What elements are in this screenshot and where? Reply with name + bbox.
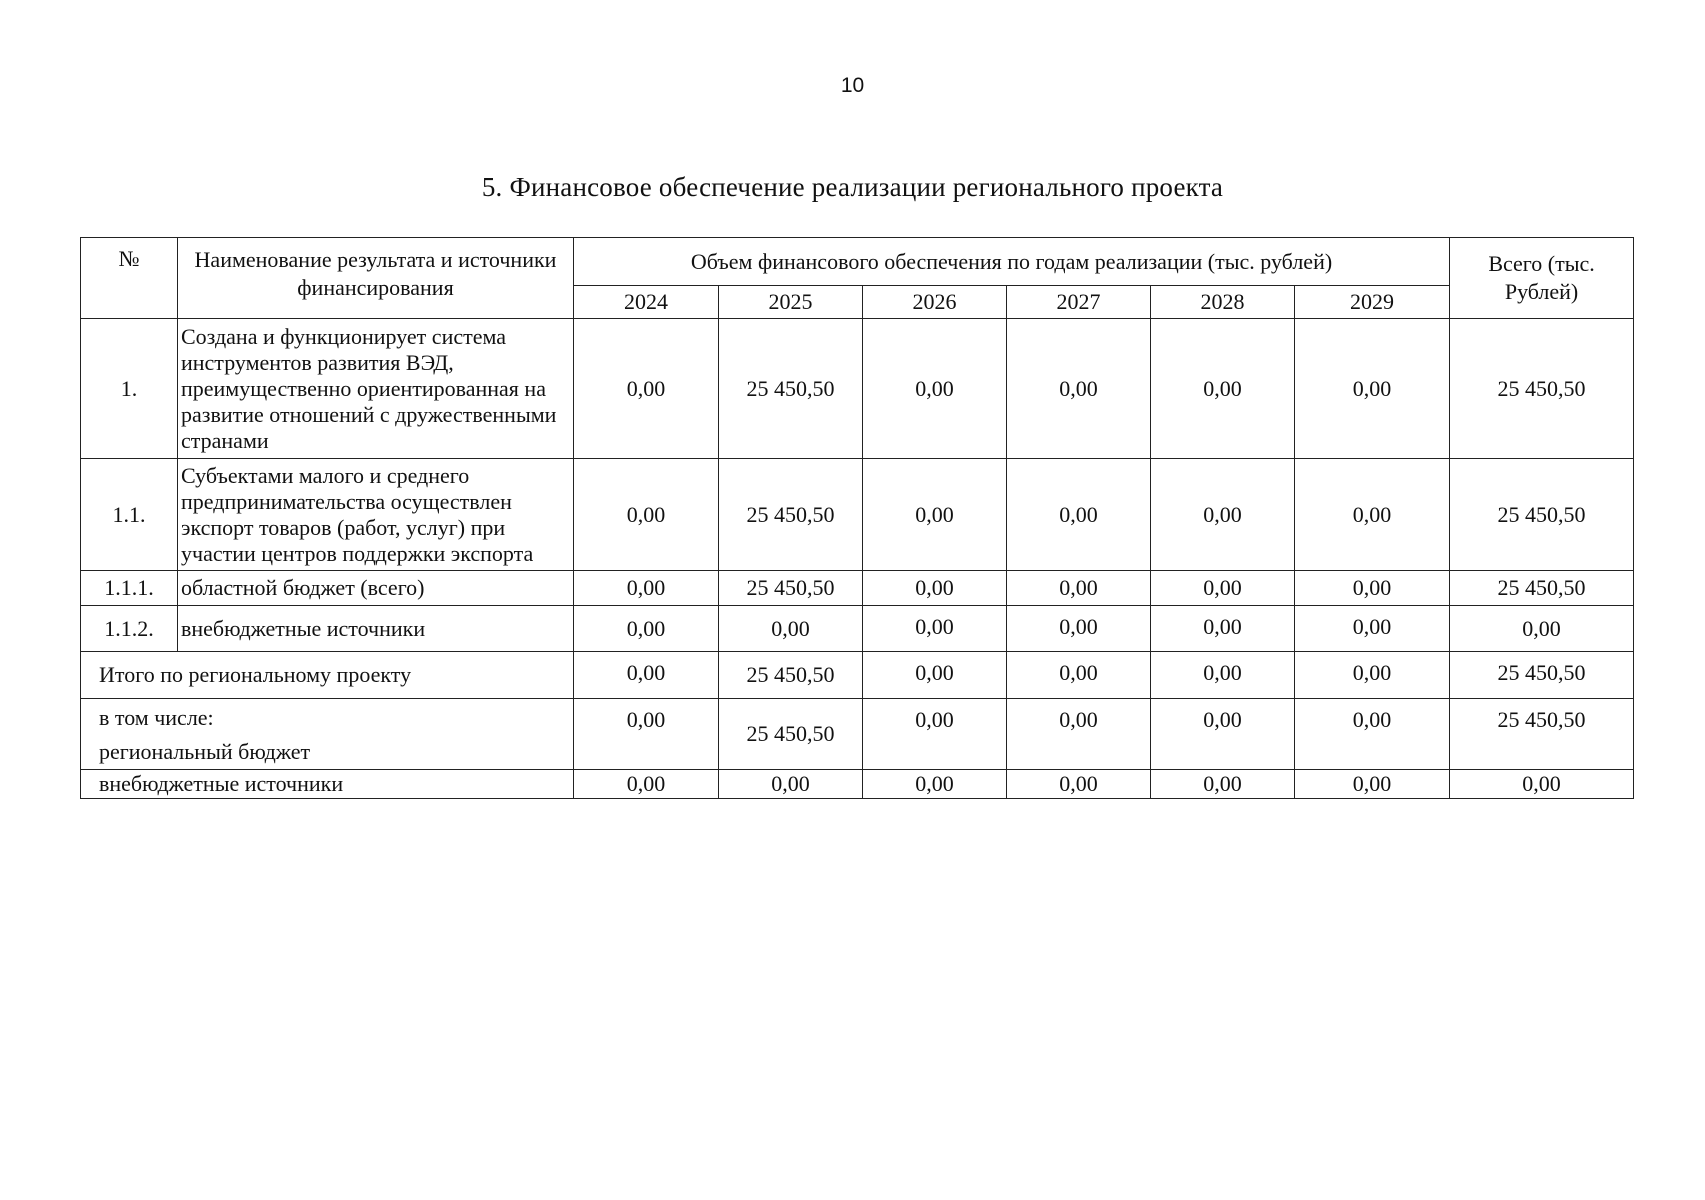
header-year: 2028 bbox=[1151, 286, 1295, 319]
summary-value: 0,00 bbox=[1007, 652, 1151, 699]
summary-label: внебюджетные источники bbox=[81, 770, 574, 799]
row-value: 0,00 bbox=[719, 606, 863, 652]
header-name: Наименование результата и источники финансирования bbox=[178, 238, 574, 319]
row-value: 0,00 bbox=[1295, 459, 1450, 571]
summary-value: 0,00 bbox=[574, 770, 719, 799]
summary-value: 0,00 bbox=[1295, 699, 1450, 770]
row-value: 0,00 bbox=[1007, 459, 1151, 571]
row-name: Субъектами малого и среднего предпринимательства осуществлен экспорт товаров (работ, услуг) при участии центров поддержки экспорта bbox=[178, 459, 574, 571]
row-num: 1. bbox=[81, 319, 178, 459]
header-year: 2025 bbox=[719, 286, 863, 319]
row-value: 0,00 bbox=[574, 319, 719, 459]
summary-value: 0,00 bbox=[719, 770, 863, 799]
row-value: 0,00 bbox=[1295, 606, 1450, 652]
table-row bbox=[81, 319, 1634, 459]
summary-total: 25 450,50 bbox=[1450, 652, 1634, 699]
row-value: 0,00 bbox=[1295, 571, 1450, 606]
row-name: областной бюджет (всего) bbox=[178, 571, 574, 606]
row-value: 0,00 bbox=[1151, 571, 1295, 606]
table-row bbox=[81, 459, 1634, 571]
row-value: 0,00 bbox=[574, 459, 719, 571]
row-value: 0,00 bbox=[1151, 319, 1295, 459]
section-title: 5. Финансовое обеспечение реализации регионального проекта bbox=[481, 172, 1224, 202]
summary-value: 0,00 bbox=[1295, 770, 1450, 799]
summary-value: 0,00 bbox=[1007, 699, 1151, 770]
row-value: 0,00 bbox=[574, 571, 719, 606]
header-year: 2027 bbox=[1007, 286, 1151, 319]
row-num: 1.1.1. bbox=[81, 571, 178, 606]
row-value: 0,00 bbox=[1007, 319, 1151, 459]
row-total: 25 450,50 bbox=[1450, 459, 1634, 571]
header-num: № bbox=[81, 238, 178, 319]
row-value: 25 450,50 bbox=[719, 459, 863, 571]
summary-label bbox=[81, 699, 574, 770]
summary-total: 0,00 bbox=[1450, 770, 1634, 799]
summary-value: 0,00 bbox=[1151, 699, 1295, 770]
row-value: 0,00 bbox=[863, 606, 1007, 652]
summary-value: 0,00 bbox=[1151, 770, 1295, 799]
summary-value: 0,00 bbox=[863, 770, 1007, 799]
summary-total: 25 450,50 bbox=[1450, 699, 1634, 770]
summary-row bbox=[81, 770, 1634, 799]
header-total: Всего (тыс. Рублей) bbox=[1450, 238, 1634, 319]
row-value: 0,00 bbox=[1295, 319, 1450, 459]
row-value: 0,00 bbox=[1151, 459, 1295, 571]
summary-row bbox=[81, 652, 1634, 699]
table-row bbox=[81, 571, 1634, 606]
row-value: 25 450,50 bbox=[719, 319, 863, 459]
header-year: 2024 bbox=[574, 286, 719, 319]
summary-value: 0,00 bbox=[574, 652, 719, 699]
row-value: 0,00 bbox=[863, 319, 1007, 459]
summary-value: 0,00 bbox=[574, 699, 719, 770]
header-volume: Объем финансового обеспечения по годам реализации (тыс. рублей) bbox=[574, 238, 1450, 286]
row-total: 0,00 bbox=[1450, 606, 1634, 652]
row-value: 0,00 bbox=[863, 459, 1007, 571]
header-year: 2029 bbox=[1295, 286, 1450, 319]
summary-label-line1: в том числе: bbox=[99, 705, 214, 730]
page-number: 10 bbox=[840, 74, 865, 97]
table-row bbox=[81, 606, 1634, 652]
row-num: 1.1.2. bbox=[81, 606, 178, 652]
summary-value: 25 450,50 bbox=[719, 699, 863, 770]
row-num: 1.1. bbox=[81, 459, 178, 571]
row-value: 0,00 bbox=[1151, 606, 1295, 652]
row-value: 25 450,50 bbox=[719, 571, 863, 606]
summary-row bbox=[81, 699, 1634, 770]
summary-value: 0,00 bbox=[1151, 652, 1295, 699]
summary-label: Итого по региональному проекту bbox=[81, 652, 574, 699]
row-value: 0,00 bbox=[1007, 571, 1151, 606]
row-value: 0,00 bbox=[574, 606, 719, 652]
row-total: 25 450,50 bbox=[1450, 319, 1634, 459]
financing-table bbox=[80, 237, 1634, 799]
header-year: 2026 bbox=[863, 286, 1007, 319]
row-value: 0,00 bbox=[1007, 606, 1151, 652]
summary-label-line2: региональный бюджет bbox=[99, 739, 311, 764]
summary-value: 0,00 bbox=[1295, 652, 1450, 699]
row-name: Создана и функционирует система инструментов развития ВЭД, преимущественно ориентированная на развитие отношений с дружественными странами bbox=[178, 319, 574, 459]
summary-value: 0,00 bbox=[863, 652, 1007, 699]
summary-value: 25 450,50 bbox=[719, 652, 863, 699]
summary-value: 0,00 bbox=[863, 699, 1007, 770]
summary-value: 0,00 bbox=[1007, 770, 1151, 799]
row-value: 0,00 bbox=[863, 571, 1007, 606]
row-name: внебюджетные источники bbox=[178, 606, 574, 652]
row-total: 25 450,50 bbox=[1450, 571, 1634, 606]
header-row-1 bbox=[81, 238, 1634, 286]
